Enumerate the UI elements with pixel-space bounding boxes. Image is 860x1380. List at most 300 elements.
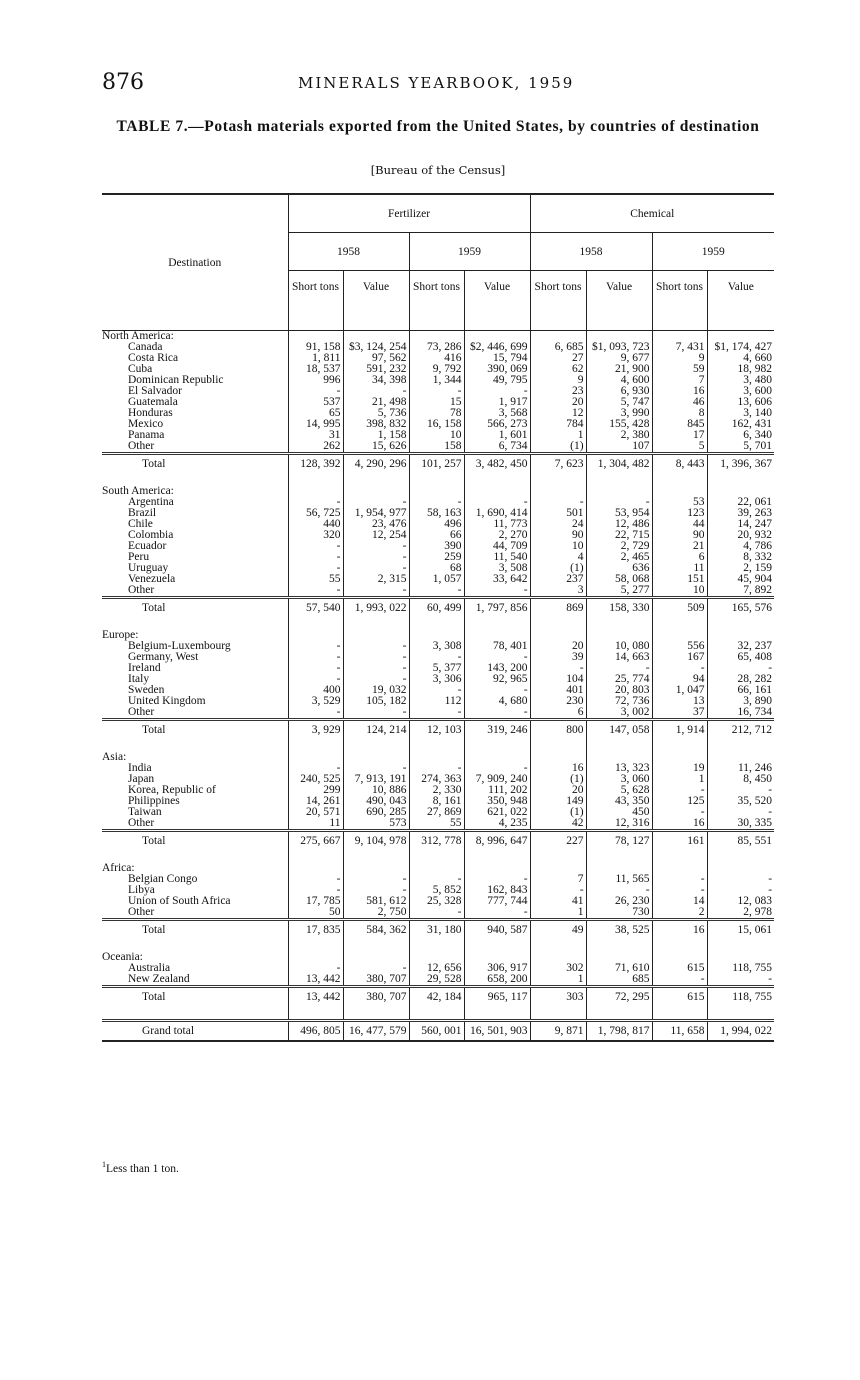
page-header xyxy=(102,70,774,100)
value-cell: 6 xyxy=(652,552,707,563)
country-label: United Kingdom xyxy=(128,696,206,707)
year-header: 1958 xyxy=(288,233,409,271)
country-label: El Salvador xyxy=(128,386,182,397)
value-cell: 66, 161 xyxy=(707,685,774,696)
value-cell: 784 xyxy=(530,419,586,430)
grand-total-cell: 560, 001 xyxy=(409,1021,464,1042)
table-row xyxy=(102,663,774,674)
value-cell: - xyxy=(707,785,774,796)
value-cell: 68 xyxy=(409,563,464,574)
value-cell: 37 xyxy=(652,707,707,720)
value-cell: 416 xyxy=(409,353,464,364)
value-cell: 537 xyxy=(288,397,343,408)
value-cell: 690, 285 xyxy=(343,807,409,818)
value-cell: (1) xyxy=(530,563,586,574)
empty-cell xyxy=(652,630,707,641)
grand-total-row xyxy=(102,1021,774,1042)
value-cell: 11, 246 xyxy=(707,763,774,774)
empty-cell xyxy=(707,752,774,763)
spacer-cell xyxy=(530,617,586,630)
value-cell: 44, 709 xyxy=(464,541,530,552)
value-cell: 3, 308 xyxy=(409,641,464,652)
country-label: Korea, Republic of xyxy=(128,785,216,796)
country-label: Philippines xyxy=(128,796,180,807)
value-cell: 32, 237 xyxy=(707,641,774,652)
spacer-row xyxy=(102,739,774,752)
grand-total-cell: 9, 871 xyxy=(530,1021,586,1042)
value-cell: 2, 270 xyxy=(464,530,530,541)
value-cell: 306, 917 xyxy=(464,963,530,974)
table-title: TABLE 7.—Potash materials exported from the United States, by countries of destination xyxy=(116,118,760,135)
value-cell: - xyxy=(464,907,530,920)
spacer-cell xyxy=(652,739,707,752)
total-cell: 212, 712 xyxy=(707,720,774,740)
spacer-cell xyxy=(343,739,409,752)
table-row xyxy=(102,530,774,541)
empty-cell xyxy=(343,752,409,763)
value-cell: - xyxy=(707,974,774,987)
spacer-cell xyxy=(652,1006,707,1021)
value-cell: 20 xyxy=(530,785,586,796)
value-cell: 390 xyxy=(409,541,464,552)
value-cell: 14, 247 xyxy=(707,519,774,530)
value-cell: 49, 795 xyxy=(464,375,530,386)
page-number: 876 xyxy=(102,70,144,95)
value-cell: 11, 565 xyxy=(586,874,652,885)
value-cell: 24 xyxy=(530,519,586,530)
grand-total-cell: 11, 658 xyxy=(652,1021,707,1042)
value-cell: 7, 431 xyxy=(652,342,707,353)
year-header: 1959 xyxy=(652,233,774,271)
value-cell: 10 xyxy=(530,541,586,552)
total-cell: 31, 180 xyxy=(409,920,464,940)
value-cell: 167 xyxy=(652,652,707,663)
value-cell: 162, 431 xyxy=(707,419,774,430)
empty-cell xyxy=(586,486,652,497)
grand-total-cell: 496, 805 xyxy=(288,1021,343,1042)
value-cell: 12, 316 xyxy=(586,818,652,831)
spacer-cell xyxy=(707,939,774,952)
value-cell: 13 xyxy=(652,696,707,707)
value-cell: - xyxy=(288,652,343,663)
value-cell: 72, 736 xyxy=(586,696,652,707)
value-cell: - xyxy=(530,885,586,896)
value-cell: - xyxy=(288,497,343,508)
value-cell: - xyxy=(652,885,707,896)
empty-cell xyxy=(343,863,409,874)
country-label: Argentina xyxy=(128,497,174,508)
chemical-header: Chemical xyxy=(530,194,774,233)
country-label: Brazil xyxy=(128,508,157,519)
total-cell: 124, 214 xyxy=(343,720,409,740)
empty-cell xyxy=(586,952,652,963)
region-label: North America: xyxy=(102,330,174,342)
grand-total-cell: 16, 501, 903 xyxy=(464,1021,530,1042)
value-cell: 636 xyxy=(586,563,652,574)
value-cell: 94 xyxy=(652,674,707,685)
value-cell: 13, 323 xyxy=(586,763,652,774)
table-row xyxy=(102,585,774,598)
total-cell: 49 xyxy=(530,920,586,940)
country-label: Panama xyxy=(128,430,165,441)
value-cell: $1, 174, 427 xyxy=(707,342,774,353)
country-label: Japan xyxy=(128,774,155,785)
total-row xyxy=(102,831,774,851)
value-cell: 123 xyxy=(652,508,707,519)
value-cell: - xyxy=(652,785,707,796)
region-label: Europe: xyxy=(102,630,139,641)
spacer-cell xyxy=(102,939,288,952)
empty-cell xyxy=(530,630,586,641)
total-cell: 158, 330 xyxy=(586,598,652,618)
table-row xyxy=(102,541,774,552)
total-cell: 1, 993, 022 xyxy=(343,598,409,618)
value-cell: 155, 428 xyxy=(586,419,652,430)
total-cell: 3, 482, 450 xyxy=(464,454,530,474)
value-cell: 14 xyxy=(652,896,707,907)
country-label: New Zealand xyxy=(128,974,190,985)
value-cell: - xyxy=(652,974,707,987)
value-cell: - xyxy=(409,874,464,885)
value-cell: 13, 442 xyxy=(288,974,343,987)
total-cell: 60, 499 xyxy=(409,598,464,618)
value-cell: - xyxy=(409,585,464,598)
empty-cell xyxy=(652,486,707,497)
table-row xyxy=(102,818,774,831)
empty-cell xyxy=(464,952,530,963)
spacer-row xyxy=(102,1006,774,1021)
value-cell: 9, 677 xyxy=(586,353,652,364)
value-cell: 65, 408 xyxy=(707,652,774,663)
total-label: Total xyxy=(102,920,288,940)
value-cell: 573 xyxy=(343,818,409,831)
country-label: Other xyxy=(128,585,155,596)
total-cell: 101, 257 xyxy=(409,454,464,474)
table-row xyxy=(102,563,774,574)
spacer-cell xyxy=(343,939,409,952)
value-cell: 23, 476 xyxy=(343,519,409,530)
value-cell: 20 xyxy=(530,397,586,408)
value-cell: 22, 715 xyxy=(586,530,652,541)
spacer-cell xyxy=(102,617,288,630)
value-cell: 6, 685 xyxy=(530,342,586,353)
spacer-cell xyxy=(586,617,652,630)
value-cell: 3, 568 xyxy=(464,408,530,419)
empty-cell xyxy=(707,331,774,343)
empty-cell xyxy=(586,630,652,641)
value-cell: 46 xyxy=(652,397,707,408)
value-cell: 350, 948 xyxy=(464,796,530,807)
total-cell: 1, 914 xyxy=(652,720,707,740)
value-cell: 12, 083 xyxy=(707,896,774,907)
total-cell: 509 xyxy=(652,598,707,618)
value-cell: 6 xyxy=(530,707,586,720)
country-label: Guatemala xyxy=(128,397,178,408)
total-cell: 615 xyxy=(652,987,707,1007)
value-cell: 2, 380 xyxy=(586,430,652,441)
value-header: Value xyxy=(707,271,774,331)
spacer-cell xyxy=(586,1006,652,1021)
empty-cell xyxy=(707,952,774,963)
total-cell: 1, 396, 367 xyxy=(707,454,774,474)
value-cell: 15, 794 xyxy=(464,353,530,364)
value-cell: 5, 628 xyxy=(586,785,652,796)
total-cell: 15, 061 xyxy=(707,920,774,940)
value-cell: 262 xyxy=(288,441,343,454)
country-label: Chile xyxy=(128,519,153,530)
table-row xyxy=(102,896,774,907)
spacer-row xyxy=(102,617,774,630)
empty-cell xyxy=(707,630,774,641)
value-cell: 56, 725 xyxy=(288,508,343,519)
value-cell: - xyxy=(530,497,586,508)
value-cell: 400 xyxy=(288,685,343,696)
value-cell: 39 xyxy=(530,652,586,663)
table-row xyxy=(102,342,774,353)
country-label: Canada xyxy=(128,342,163,353)
value-cell: 12 xyxy=(530,408,586,419)
table-row xyxy=(102,874,774,885)
value-cell: 28, 282 xyxy=(707,674,774,685)
value-cell: 685 xyxy=(586,974,652,987)
value-cell: 299 xyxy=(288,785,343,796)
value-cell: 2, 729 xyxy=(586,541,652,552)
value-cell: 97, 562 xyxy=(343,353,409,364)
value-cell: 27 xyxy=(530,353,586,364)
table-row xyxy=(102,375,774,386)
value-header: Value xyxy=(586,271,652,331)
spacer-cell xyxy=(707,850,774,863)
value-cell: 25, 774 xyxy=(586,674,652,685)
value-header: Value xyxy=(464,271,530,331)
footnote xyxy=(102,1160,179,1175)
value-cell: 149 xyxy=(530,796,586,807)
region-row xyxy=(102,331,774,343)
value-cell: - xyxy=(586,497,652,508)
value-cell: 17 xyxy=(652,430,707,441)
value-cell: $1, 093, 723 xyxy=(586,342,652,353)
empty-cell xyxy=(707,486,774,497)
spacer-cell xyxy=(288,473,343,486)
value-cell: 23 xyxy=(530,386,586,397)
value-cell: 9 xyxy=(652,353,707,364)
spacer-cell xyxy=(530,473,586,486)
value-cell: - xyxy=(343,663,409,674)
value-cell: 777, 744 xyxy=(464,896,530,907)
table-row xyxy=(102,696,774,707)
value-cell: 59 xyxy=(652,364,707,375)
value-cell: 3, 890 xyxy=(707,696,774,707)
empty-cell xyxy=(343,331,409,343)
short-tons-header: Short tons xyxy=(530,271,586,331)
total-cell: 57, 540 xyxy=(288,598,343,618)
value-cell: 1, 047 xyxy=(652,685,707,696)
table-row xyxy=(102,497,774,508)
country-label: Other xyxy=(128,441,155,452)
value-cell: 1 xyxy=(530,430,586,441)
value-cell: 34, 398 xyxy=(343,375,409,386)
country-label: Taiwan xyxy=(128,807,162,818)
value-cell: - xyxy=(409,685,464,696)
value-cell: - xyxy=(343,885,409,896)
value-cell: - xyxy=(652,874,707,885)
table-row xyxy=(102,430,774,441)
value-cell: - xyxy=(343,874,409,885)
value-cell: 14, 261 xyxy=(288,796,343,807)
value-cell: 8 xyxy=(652,408,707,419)
table-row xyxy=(102,885,774,896)
empty-cell xyxy=(530,863,586,874)
spacer-row xyxy=(102,850,774,863)
country-label: India xyxy=(128,763,152,774)
spacer-cell xyxy=(409,473,464,486)
value-cell: - xyxy=(343,674,409,685)
empty-cell xyxy=(530,331,586,343)
value-cell: $3, 124, 254 xyxy=(343,342,409,353)
value-cell: 3 xyxy=(530,585,586,598)
value-cell: - xyxy=(288,674,343,685)
value-cell: 73, 286 xyxy=(409,342,464,353)
empty-cell xyxy=(464,630,530,641)
value-cell: 5, 277 xyxy=(586,585,652,598)
table-row xyxy=(102,963,774,974)
value-cell: 4 xyxy=(530,552,586,563)
value-cell: - xyxy=(464,585,530,598)
country-label: Libya xyxy=(128,885,155,896)
spacer-cell xyxy=(102,850,288,863)
value-cell: 320 xyxy=(288,530,343,541)
value-cell: 25, 328 xyxy=(409,896,464,907)
spacer-cell xyxy=(586,739,652,752)
value-cell: 55 xyxy=(409,818,464,831)
spacer-cell xyxy=(102,1006,288,1021)
value-cell: 19 xyxy=(652,763,707,774)
value-cell: 490, 043 xyxy=(343,796,409,807)
value-cell: 2, 159 xyxy=(707,563,774,574)
value-cell: 3, 600 xyxy=(707,386,774,397)
value-cell: 1, 344 xyxy=(409,375,464,386)
value-cell: 62 xyxy=(530,364,586,375)
empty-cell xyxy=(288,863,343,874)
value-cell: 259 xyxy=(409,552,464,563)
total-row xyxy=(102,720,774,740)
total-row xyxy=(102,987,774,1007)
value-cell: 1, 954, 977 xyxy=(343,508,409,519)
table-row xyxy=(102,774,774,785)
empty-cell xyxy=(652,863,707,874)
value-cell: 14, 995 xyxy=(288,419,343,430)
value-cell: 3, 508 xyxy=(464,563,530,574)
total-cell: 869 xyxy=(530,598,586,618)
region-row xyxy=(102,630,774,641)
value-cell: 44 xyxy=(652,519,707,530)
empty-cell xyxy=(530,952,586,963)
value-cell: 16, 158 xyxy=(409,419,464,430)
country-label: Belgian Congo xyxy=(128,874,198,885)
value-cell: 1, 811 xyxy=(288,353,343,364)
value-cell: 162, 843 xyxy=(464,885,530,896)
value-cell: 556 xyxy=(652,641,707,652)
total-row xyxy=(102,598,774,618)
empty-cell xyxy=(586,863,652,874)
country-label: Ecuador xyxy=(128,541,167,552)
spacer-cell xyxy=(652,850,707,863)
country-label: Ireland xyxy=(128,663,161,674)
grand-total-cell: 16, 477, 579 xyxy=(343,1021,409,1042)
value-cell: 20, 571 xyxy=(288,807,343,818)
empty-cell xyxy=(288,331,343,343)
region-label: Africa: xyxy=(102,863,135,874)
spacer-cell xyxy=(586,939,652,952)
total-cell: 147, 058 xyxy=(586,720,652,740)
spacer-row xyxy=(102,473,774,486)
spacer-row xyxy=(102,939,774,952)
value-cell: 53 xyxy=(652,497,707,508)
value-cell: - xyxy=(343,641,409,652)
country-label: Germany, West xyxy=(128,652,199,663)
table-row xyxy=(102,707,774,720)
value-cell: 2, 465 xyxy=(586,552,652,563)
value-cell: - xyxy=(343,763,409,774)
total-cell: 85, 551 xyxy=(707,831,774,851)
value-cell: - xyxy=(409,907,464,920)
value-cell: 9 xyxy=(530,375,586,386)
value-cell: - xyxy=(288,963,343,974)
country-label: Peru xyxy=(128,552,150,563)
country-label: Other xyxy=(128,907,155,918)
table-body xyxy=(102,331,774,1042)
footnote-text: Less than 1 ton. xyxy=(106,1162,179,1175)
spacer-cell xyxy=(652,473,707,486)
value-cell: 4, 660 xyxy=(707,353,774,364)
value-cell: 237 xyxy=(530,574,586,585)
value-cell: 3, 060 xyxy=(586,774,652,785)
value-cell: 11 xyxy=(288,818,343,831)
spacer-cell xyxy=(288,850,343,863)
country-label: Colombia xyxy=(128,530,174,541)
value-cell: 440 xyxy=(288,519,343,530)
value-cell: 501 xyxy=(530,508,586,519)
country-label: Belgium-Luxembourg xyxy=(128,641,231,652)
footnote-mark: 1 xyxy=(102,1160,106,1169)
total-cell: 319, 246 xyxy=(464,720,530,740)
empty-cell xyxy=(409,486,464,497)
value-cell: 566, 273 xyxy=(464,419,530,430)
value-cell: 2, 330 xyxy=(409,785,464,796)
table-row xyxy=(102,974,774,987)
spacer-cell xyxy=(464,1006,530,1021)
value-cell: 21 xyxy=(652,541,707,552)
value-cell: 90 xyxy=(652,530,707,541)
spacer-cell xyxy=(530,1006,586,1021)
value-cell: 3, 306 xyxy=(409,674,464,685)
empty-cell xyxy=(652,952,707,963)
value-cell: (1) xyxy=(530,774,586,785)
total-cell: 118, 755 xyxy=(707,987,774,1007)
value-cell: - xyxy=(343,552,409,563)
value-cell: 4, 235 xyxy=(464,818,530,831)
spacer-cell xyxy=(343,617,409,630)
value-cell: - xyxy=(288,585,343,598)
value-cell: 996 xyxy=(288,375,343,386)
table-row xyxy=(102,907,774,920)
empty-cell xyxy=(586,752,652,763)
value-cell: 1, 690, 414 xyxy=(464,508,530,519)
total-cell: 8, 443 xyxy=(652,454,707,474)
table-row xyxy=(102,552,774,563)
value-cell: 1, 601 xyxy=(464,430,530,441)
value-cell: 16 xyxy=(652,818,707,831)
